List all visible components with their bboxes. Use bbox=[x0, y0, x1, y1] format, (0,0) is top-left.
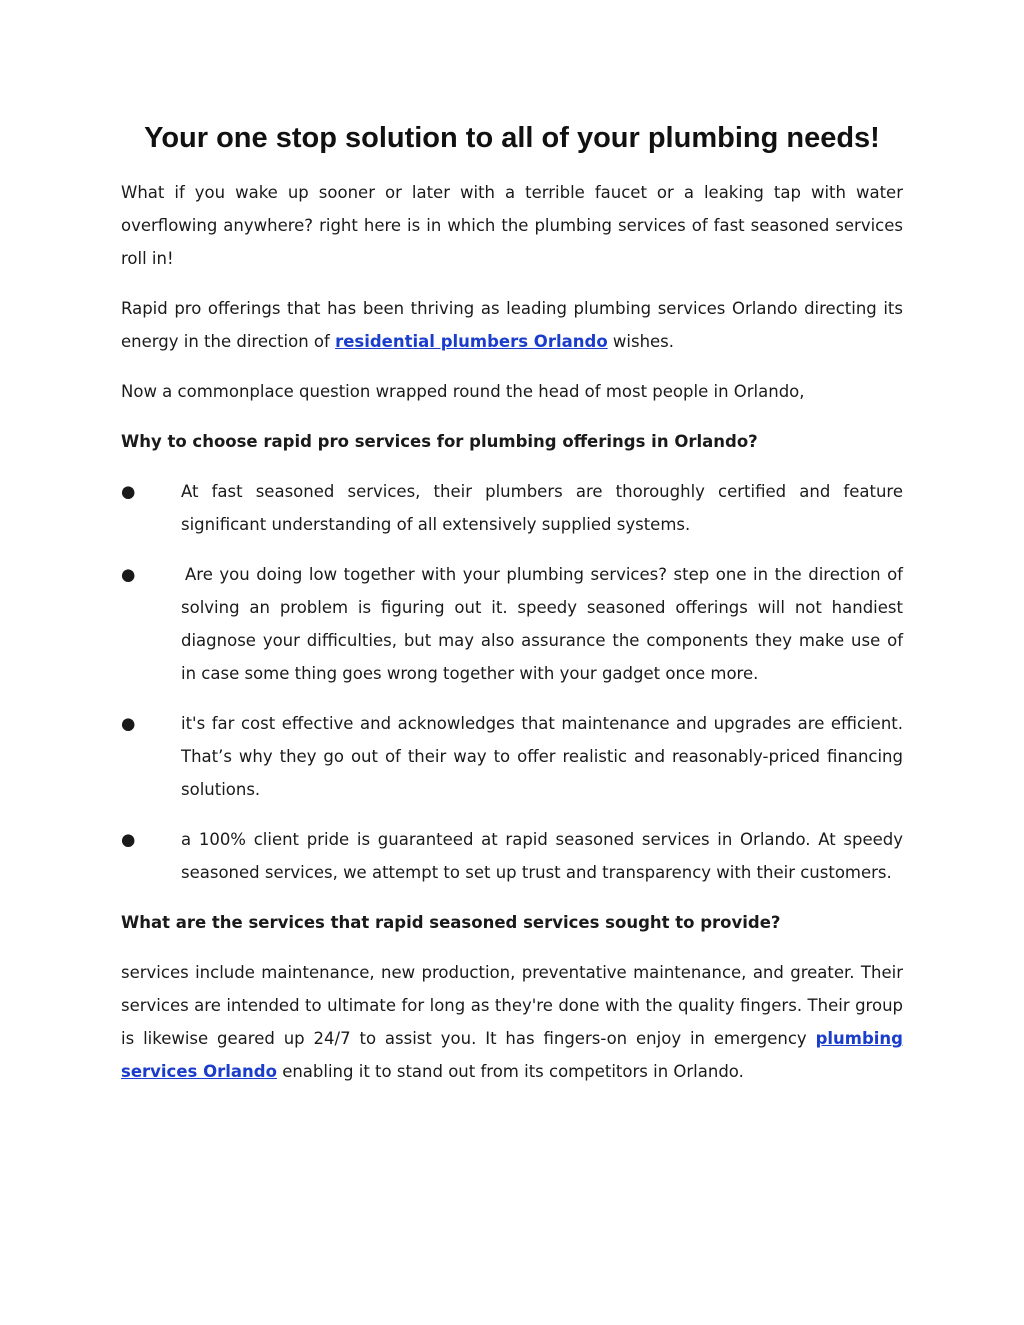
list-item bbox=[121, 558, 903, 690]
list-item bbox=[121, 707, 903, 806]
page-title: Your one stop solution to all of your plumbing needs! bbox=[144, 122, 880, 154]
list-item-text: a 100% client pride is guaranteed at rapid seasoned services in Orlando. At speedy seasoned services, we attempt to set up trust and transparency with their customers. bbox=[181, 830, 903, 882]
bullet-icon: ● bbox=[121, 830, 136, 849]
bullet-icon: ● bbox=[121, 565, 136, 584]
list-item bbox=[121, 823, 903, 889]
intro-paragraph: What if you wake up sooner or later with a terrible faucet or a leaking tap with water overflowing anywhere? right here is in which the plumbing services of fast seasoned services roll in! bbox=[121, 183, 903, 268]
list-item bbox=[121, 475, 903, 541]
residential-plumbers-link[interactable]: residential plumbers Orlando bbox=[335, 332, 608, 351]
reasons-list bbox=[121, 475, 903, 889]
services-heading: What are the services that rapid seasoned services sought to provide? bbox=[121, 913, 781, 932]
plumbing-services-link[interactable]: plumbing services Orlando bbox=[121, 1029, 903, 1081]
rapid-pro-paragraph bbox=[121, 292, 903, 358]
rapid-pro-text-end: wishes. bbox=[607, 332, 675, 351]
document-body bbox=[121, 176, 903, 1105]
why-choose-heading: Why to choose rapid pro services for plumbing offerings in Orlando? bbox=[121, 432, 758, 451]
services-paragraph bbox=[121, 956, 903, 1088]
list-item-text: Are you doing low together with your plumbing services? step one in the direction of solving an problem is figuring out it. speedy seasoned offerings will not handiest diagnose your difficulties, but may also assurance the components they make use of in case some thing goes wrong together with your gadget once more. bbox=[181, 565, 903, 683]
question-paragraph: Now a commonplace question wrapped round the head of most people in Orlando, bbox=[121, 382, 805, 401]
rapid-pro-text: Rapid pro offerings that has been thriving as leading plumbing services Orlando directing its energy in the direction of bbox=[121, 299, 903, 351]
list-item-text: At fast seasoned services, their plumbers are thoroughly certified and feature significant understanding of all extensively supplied systems. bbox=[181, 482, 903, 534]
bullet-icon: ● bbox=[121, 714, 136, 733]
services-text-end: enabling it to stand out from its competitors in Orlando. bbox=[276, 1062, 744, 1081]
services-text: services include maintenance, new production, preventative maintenance, and greater. Their services are intended to ultimate for long as they're done with the quality fingers. Their group is likewise geared up 24/7 to assist you. It has fingers-on enjoy in emergency bbox=[121, 963, 903, 1048]
bullet-icon: ● bbox=[121, 482, 136, 501]
list-item-text: it's far cost effective and acknowledges that maintenance and upgrades are efficient. That’s why they go out of their way to offer realistic and reasonably-priced financing solutions. bbox=[181, 714, 903, 799]
